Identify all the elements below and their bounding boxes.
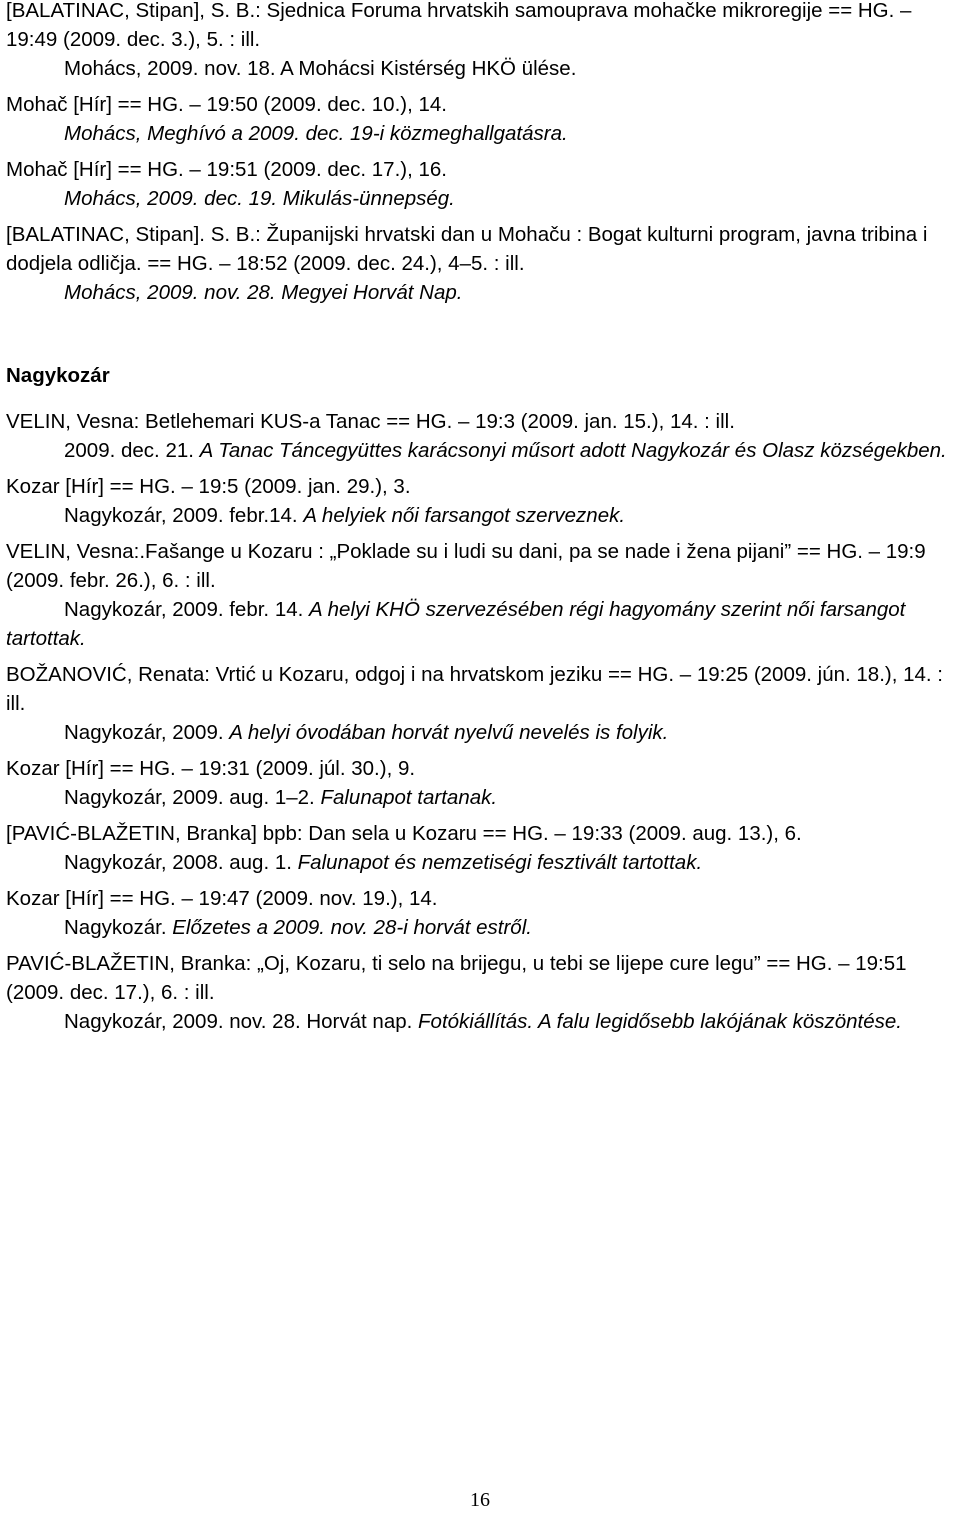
entry-desc-italic: A helyiek női farsangot szerveznek. (303, 504, 626, 527)
entry-desc-plain: 2009. dec. 21. (64, 439, 200, 462)
bib-entry (6, 660, 954, 747)
entry-description (6, 1007, 954, 1036)
entry-description (6, 595, 954, 653)
entry-desc-italic: Falunapot tartanak. (320, 786, 498, 809)
entry-source: Kozar [Hír] == HG. – 19:31 (2009. júl. 30.), 9. (6, 757, 416, 780)
entry-source: VELIN, Vesna: Betlehemari KUS-a Tanac == HG. – 19:3 (2009. jan. 15.), 14. : ill. (6, 410, 735, 433)
entry-source: Mohač [Hír] == HG. – 19:50 (2009. dec. 10.), 14. (6, 93, 447, 116)
entry-desc-italic: Fotókiállítás. A falu legidősebb lakójának köszöntése. (418, 1010, 902, 1033)
entry-description (6, 783, 954, 812)
entry-desc-italic: A helyi KHÖ szervezésében régi hagyomány szerint női farsangot tartottak. (6, 598, 906, 650)
bib-entry (6, 472, 954, 530)
entry-source: BOŽANOVIĆ, Renata: Vrtić u Kozaru, odgoj i na hrvatskom jeziku == HG. – 19:25 (2009. jún. 18.), 14. : ill. (6, 663, 944, 715)
entry-desc-italic: Mohács, 2009. nov. 28. Megyei Horvát Nap. (64, 281, 463, 304)
entry-desc-plain: Nagykozár, 2009. febr. 14. (64, 598, 310, 621)
entry-desc-plain: Nagykozár, 2009. nov. 28. Horvát nap. (64, 1010, 419, 1033)
entry-desc-italic: Előzetes a 2009. nov. 28-i horvát estről. (172, 916, 532, 939)
bib-entry (6, 819, 954, 877)
bib-entry (6, 949, 954, 1036)
entry-desc-plain: Nagykozár, 2009. aug. 1–2. (64, 786, 321, 809)
entry-desc-plain: Nagykozár, 2009. febr.14. (64, 504, 304, 527)
bib-entry (6, 220, 954, 307)
entry-source: [BALATINAC, Stipan], S. B.: Sjednica Foruma hrvatskih samouprava mohačke mikroregije == HG. – 19:49 (2009. dec. 3.), 5. : ill. (6, 0, 912, 51)
page-number: 16 (470, 1489, 490, 1511)
bib-entry (6, 0, 954, 83)
entry-desc-plain: Nagykozár. (64, 916, 173, 939)
entry-source: Kozar [Hír] == HG. – 19:47 (2009. nov. 19.), 14. (6, 887, 438, 910)
section-heading: Nagykozár (6, 364, 110, 387)
entry-description (6, 54, 954, 83)
entry-desc-plain: Nagykozár, 2009. (64, 721, 230, 744)
entry-desc-italic: Mohács, 2009. dec. 19. Mikulás-ünnepség. (64, 187, 455, 210)
document-page (6, 0, 954, 1043)
entry-source: Mohač [Hír] == HG. – 19:51 (2009. dec. 17.), 16. (6, 158, 447, 181)
bib-entry (6, 407, 954, 465)
entry-desc-italic: Falunapot és nemzetiségi fesztivált tartottak. (297, 851, 703, 874)
bib-entry (6, 884, 954, 942)
entry-description (6, 501, 954, 530)
bib-entry (6, 537, 954, 653)
entry-description (6, 848, 954, 877)
entry-description (6, 436, 954, 465)
entry-source: [BALATINAC, Stipan]. S. B.: Županijski hrvatski dan u Mohaču : Bogat kulturni program, javna tribina i dodjela odličja. == HG. – 18:52 (2009. dec. 24.), 4–5. : ill. (6, 223, 928, 275)
entry-description (6, 718, 954, 747)
entry-source: Kozar [Hír] == HG. – 19:5 (2009. jan. 29.), 3. (6, 475, 411, 498)
entry-desc-italic: A Tanac Táncegyüttes karácsonyi műsort adott Nagykozár és Olasz községekben. (199, 439, 947, 462)
entry-source: PAVIĆ-BLAŽETIN, Branka: „Oj, Kozaru, ti selo na brijegu, u tebi se lijepe cure legu” == HG. – 19:51 (2009. dec. 17.), 6. : ill. (6, 952, 907, 1004)
entry-description (6, 278, 954, 307)
entry-description (6, 184, 954, 213)
bib-entry (6, 754, 954, 812)
entry-desc-plain: Nagykozár, 2008. aug. 1. (64, 851, 298, 874)
entry-desc-italic: Mohács, Meghívó a 2009. dec. 19-i közmeghallgatásra. (64, 122, 568, 145)
bib-entry (6, 90, 954, 148)
entry-desc-italic: A helyi óvodában horvát nyelvű nevelés is folyik. (229, 721, 669, 744)
entry-source: [PAVIĆ-BLAŽETIN, Branka] bpb: Dan sela u Kozaru == HG. – 19:33 (2009. aug. 13.), 6. (6, 822, 802, 845)
entry-description (6, 119, 954, 148)
entry-description (6, 913, 954, 942)
entry-source: VELIN, Vesna:.Fašange u Kozaru : „Poklade su i ludi su dani, pa se nade i žena pijani” == HG. – 19:9 (2009. febr. 26.), 6. : ill. (6, 540, 926, 592)
bib-entry (6, 155, 954, 213)
entry-desc-plain: Mohács, 2009. nov. 18. A Mohácsi Kistérség HKÖ ülése. (64, 57, 577, 80)
